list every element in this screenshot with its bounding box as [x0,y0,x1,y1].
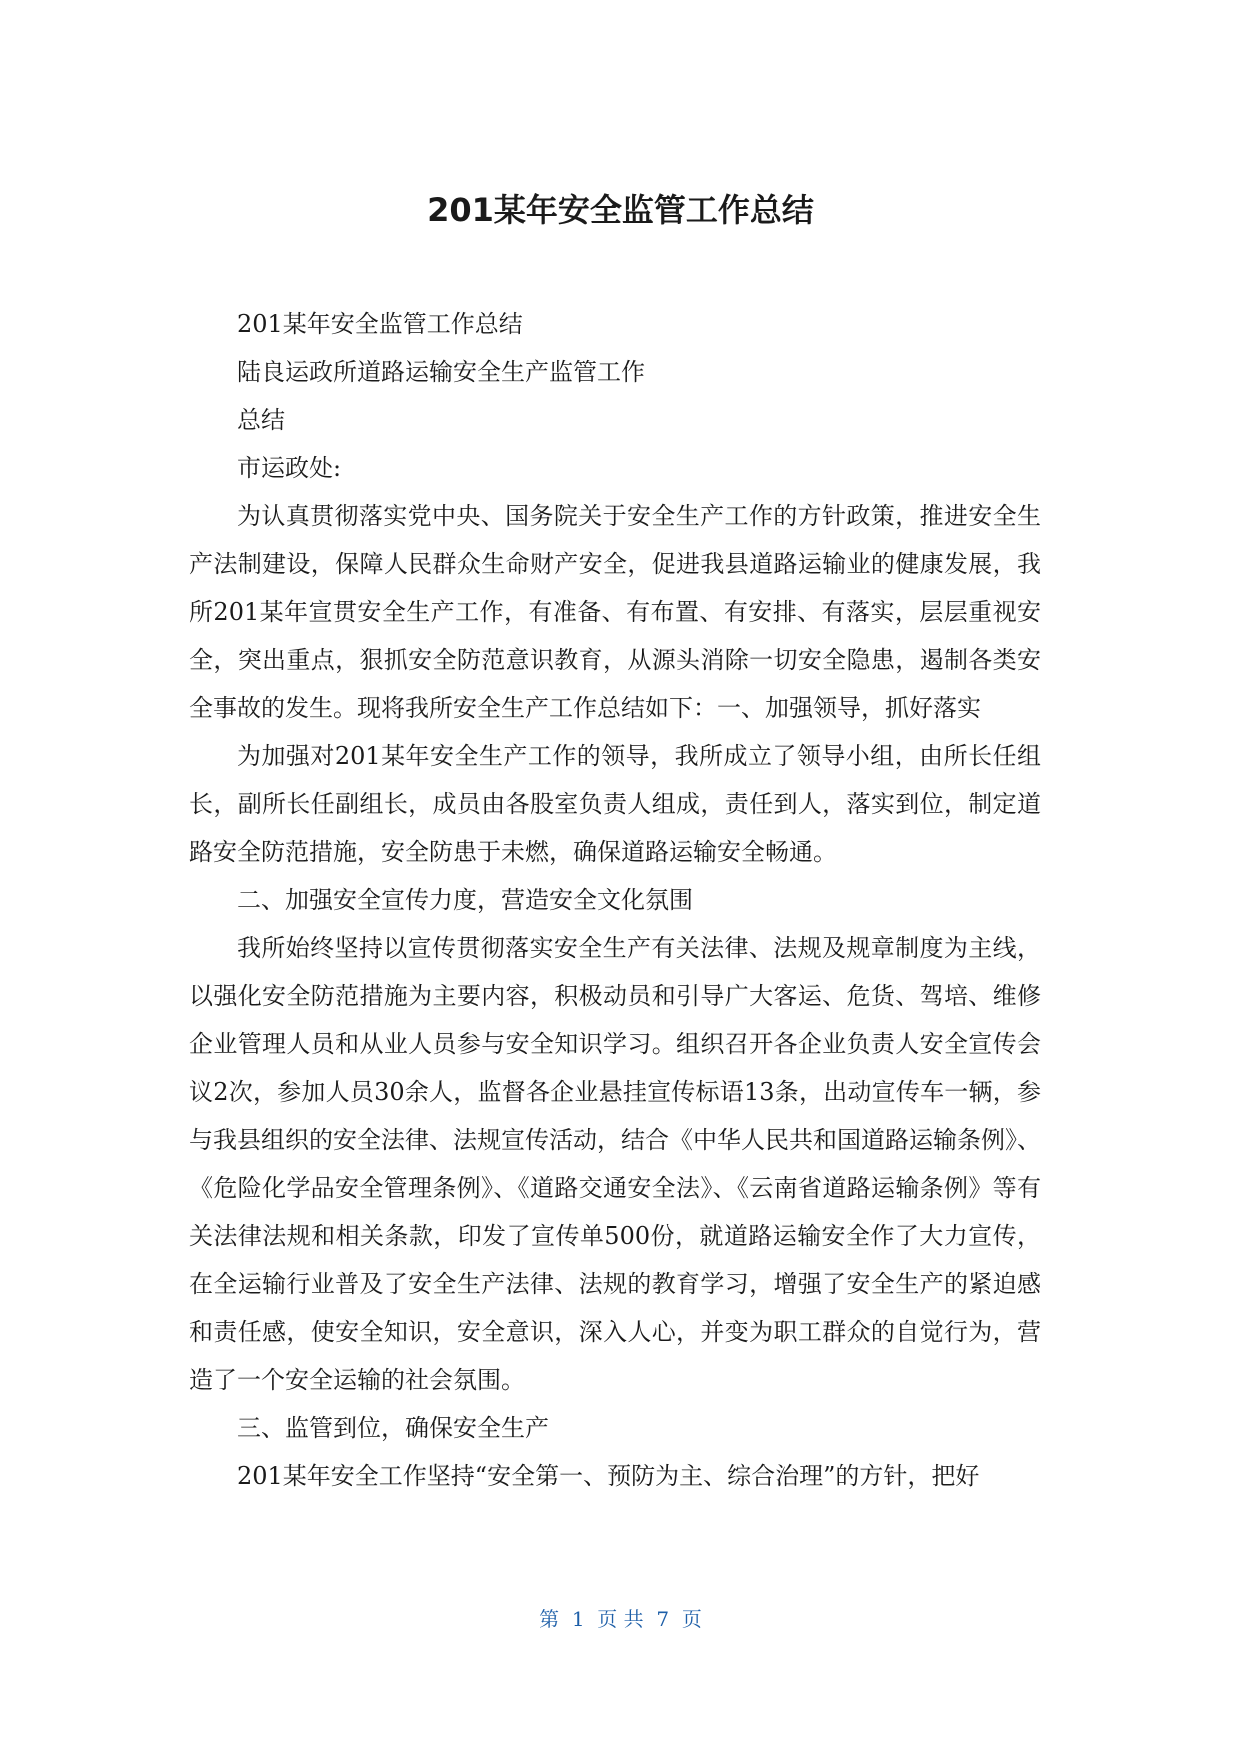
section-heading-2: 二、加强安全宣传力度，营造安全文化氛围 [237,886,693,914]
paragraph-salutation: 市运政处: [237,454,342,482]
document-title: 201某年安全监管工作总结 [427,191,814,229]
paragraph-leadership: 为加强对201某年安全生产工作的领导，我所成立了领导小组，由所长任组长，副所长任副组长，成员由各股室负责人组成，责任到人，落实到位，制定道路安全防范措施，安全防患于未燃，确保道路运输安全畅通。 [189,742,1041,866]
paragraph-publicity: 我所始终坚持以宣传贯彻落实安全生产有关法律、法规及规章制度为主线，以强化安全防范措施为主要内容，积极动员和引导广大客运、危货、驾培、维修企业管理人员和从业人员参与安全知识学习。组织召开各企业负责人安全宣传会议2次，参加人员30余人，监督各企业悬挂宣传标语13条，出动宣传车一辆，参与我县组织的安全法律、法规宣传活动，结合《中华人民共和国道路运输条例》、《危险化学品安全管理条例》、《道路交通安全法》、《云南省道路运输条例》等有关法律法规和相关条款，印发了宣传单500份，就道路运输安全作了大力宣传，在全运输行业普及了安全生产法律、法规的教育学习，增强了安全生产的紧迫感和责任感，使安全知识，安全意识，深入人心，并变为职工群众的自觉行为，营造了一个安全运输的社会氛围。 [189,934,1041,1394]
section-heading-3: 三、监管到位，确保安全生产 [237,1414,549,1442]
paragraph-heading: 201某年安全监管工作总结 [237,310,523,338]
paragraph-intro: 为认真贯彻落实党中央、国务院关于安全生产工作的方针政策，推进安全生产法制建设，保障人民群众生命财产安全，促进我县道路运输业的健康发展，我所201某年宣贯安全生产工作，有准备、有布置、有安排、有落实，层层重视安全，突出重点，狠抓安全防范意识教育，从源头消除一切安全隐患，遏制各类安全事故的发生。现将我所安全生产工作总结如下：一、加强领导，抓好落实 [189,502,1041,722]
paragraph-subtitle: 陆良运政所道路运输安全生产监管工作 [237,358,645,386]
paragraph-supervision: 201某年安全工作坚持“安全第一、预防为主、综合治理”的方针，把好 [237,1462,980,1490]
paragraph-subtitle-cont: 总结 [237,406,285,434]
document-body [189,300,1041,1500]
page-number-footer: 第 1 页 共 7 页 [539,1607,702,1631]
